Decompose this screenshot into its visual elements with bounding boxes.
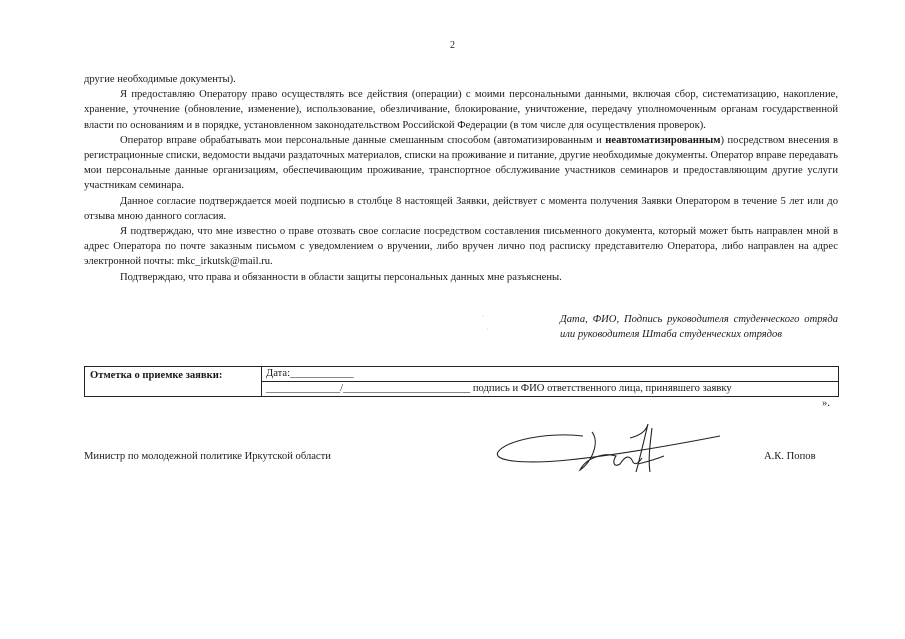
minister-name: А.К. Попов [764, 451, 816, 462]
receipt-label: Отметка о приемке заявки: [85, 367, 262, 396]
scan-speck: · [486, 325, 489, 334]
receipt-table [84, 366, 839, 397]
receipt-signature-field: ______________/________________________ подпись и ФИО ответственного лица, принявшего заявку [266, 383, 732, 394]
receipt-date-field: Дата:____________ [262, 367, 838, 382]
paragraph-operator-rights: Я предоставляю Оператору право осуществлять все действия (операции) с моими персональными данными, включая сбор, систематизацию, накопление, хранение, уточнение (обновление, изменение), использование, обезличивание, блокирование, уничтожение, передачу уполномоченным органам государственной власти по основаниям и в порядке, установленном законодательством Российской Федерации (в том числе для осуществления проверок). [84, 89, 838, 131]
paragraph-confirmation: Подтверждаю, что права и обязанности в области защиты персональных данных мне разъяснены. [120, 271, 562, 283]
page-number: 2 [450, 40, 455, 51]
closing-quote: ». [822, 398, 830, 409]
minister-position: Министр по молодежной политике Иркутской области [84, 451, 331, 462]
paragraph-processing-method [84, 133, 838, 194]
signature-caption: Дата, ФИО, Подпись руководителя студенческого отряда или руководителя Штаба студенческих отрядов [560, 314, 838, 340]
handwritten-signature [488, 418, 723, 480]
consent-text [84, 72, 838, 285]
paragraph-revocation: Я подтверждаю, что мне известно о праве отозвать свое согласие посредством составления письменного документа, который может быть направлен мной в адрес Оператора по почте заказным письмом с уведомлением о вручении, либо вручен лично под расписку представителю Оператора, либо направлен на адрес электронной почты: mkc_irkutsk@mail.ru. [84, 226, 838, 268]
receipt-fields [262, 367, 838, 396]
paragraph-continuation: другие необходимые документы). [84, 74, 236, 85]
processing-text-end: ) посредством внесения в регистрационные списки, ведомости выдачи раздаточных материалов, списки на проживание и питание, другие необходимые документы. Оператор вправе передавать мои персональные данные организациям, обеспечивающим проживание, транспортное обслуживание участников семинаров и предоставляющим другие услуги участникам семинара. [84, 134, 838, 192]
processing-text-start: Оператор вправе обрабатывать мои персональные данные смешанным способом (автоматизированным и [120, 134, 606, 146]
paragraph-consent-validity: Данное согласие подтверждается моей подписью в столбце 8 настоящей Заявки, действует с момента получения Заявки Оператором в течение 5 лет или до отзыва мною данного согласия. [84, 195, 838, 222]
scan-speck: · [482, 312, 485, 321]
processing-text-bold: неавтоматизированным [605, 134, 721, 146]
